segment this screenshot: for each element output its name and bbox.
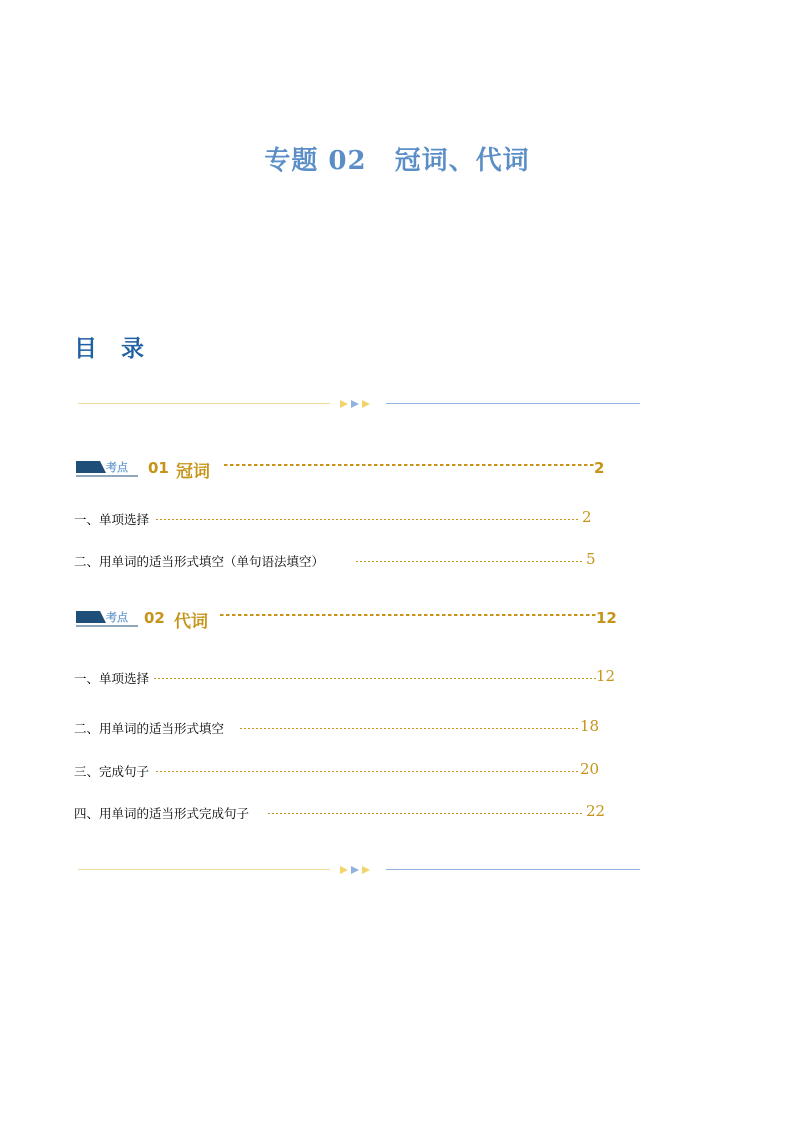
toc-item[interactable] [74, 719, 604, 739]
dot-leader [156, 771, 580, 772]
toc-item-label: 二、用单词的适当形式填空 [74, 721, 225, 736]
divider-top [78, 398, 640, 410]
divider-bottom [78, 864, 640, 876]
divider-line-right [386, 869, 640, 870]
title-main: 冠词、代词 [394, 146, 530, 176]
toc-item-label: 一、单项选择 [74, 512, 150, 527]
section-name: 冠词 [176, 462, 210, 482]
section-number: 01 [148, 459, 169, 477]
divider-line-left [78, 869, 330, 870]
triple-arrow-icon [338, 398, 378, 410]
divider-line-left [78, 403, 330, 404]
toc-item[interactable] [74, 762, 604, 782]
toc-item-label: 四、用单词的适当形式完成句子 [74, 806, 250, 821]
toc-item[interactable] [74, 669, 619, 689]
dot-leader [220, 614, 596, 616]
toc-item-page: 5 [586, 550, 596, 568]
dot-leader [356, 561, 584, 562]
toc-item-page: 22 [586, 802, 606, 820]
section-page: 12 [596, 609, 617, 627]
dot-leader [224, 464, 594, 466]
badge-icon [74, 458, 138, 478]
dot-leader [240, 728, 580, 729]
section-name: 代词 [174, 612, 208, 632]
badge-label: 考点 [106, 461, 128, 474]
dot-leader [154, 678, 596, 679]
toc-section-articles[interactable] [74, 456, 634, 482]
toc-item-page: 2 [582, 508, 592, 526]
badge-label: 考点 [106, 611, 128, 624]
dot-leader [156, 519, 580, 520]
section-page: 2 [594, 459, 605, 477]
toc-item-page: 12 [596, 667, 616, 685]
toc-item[interactable] [74, 510, 594, 530]
triple-arrow-icon [338, 864, 378, 876]
document-title [0, 140, 794, 177]
title-prefix: 专题 02 [264, 146, 367, 176]
toc-item-label: 一、单项选择 [74, 671, 150, 686]
badge-icon [74, 608, 138, 628]
divider-line-right [386, 403, 640, 404]
dot-leader [268, 813, 584, 814]
toc-item[interactable] [74, 804, 614, 824]
toc-item-label: 三、完成句子 [74, 764, 150, 779]
toc-item[interactable] [74, 552, 594, 572]
toc-section-pronouns[interactable] [74, 606, 634, 632]
toc-item-label: 二、用单词的适当形式填空（单句语法填空） [74, 554, 325, 569]
section-number: 02 [144, 609, 165, 627]
toc-heading: 目 录 [74, 336, 153, 362]
toc-item-page: 20 [580, 760, 600, 778]
toc-item-page: 18 [580, 717, 600, 735]
